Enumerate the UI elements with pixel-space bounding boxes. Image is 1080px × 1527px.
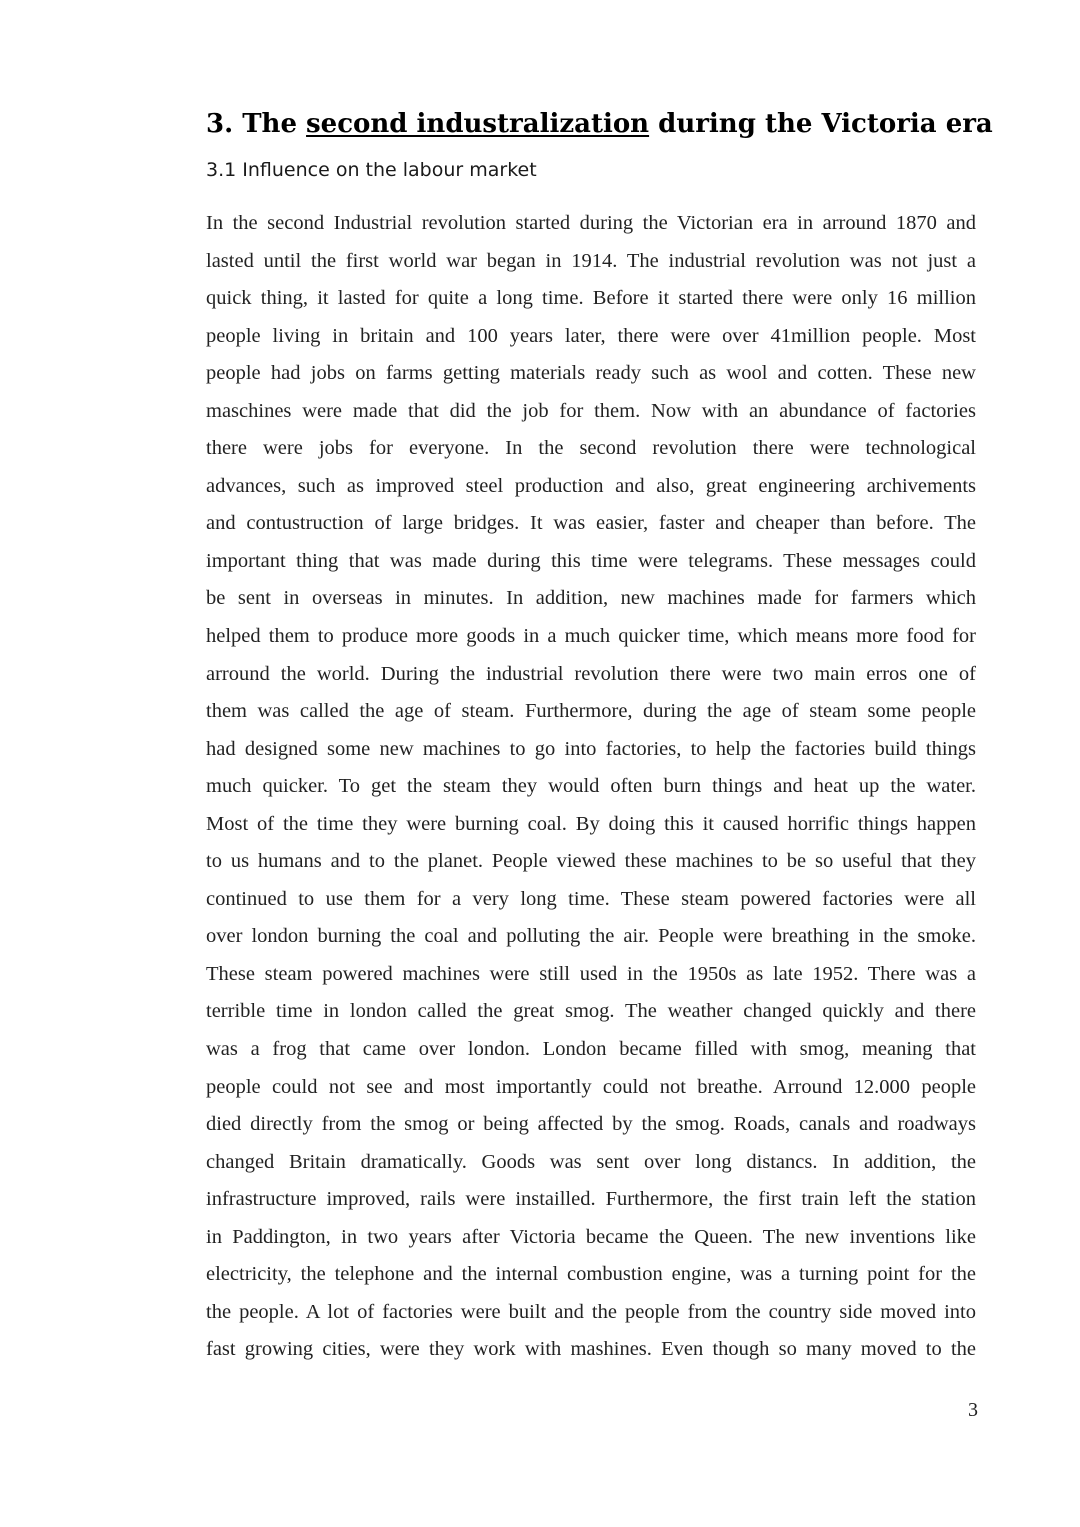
paragraph-line: important thing that was made during this time were telegrams. These messages could (206, 549, 976, 572)
paragraph-line: arround the world. During the industrial revolution there were two main erros one of (206, 662, 976, 685)
paragraph-line: electricity, the telephone and the internal combustion engine, was a turning point for the (206, 1263, 976, 1286)
page-number: 3 (968, 1399, 978, 1421)
paragraph-line: In the second Industrial revolution started during the Victorian era in arround 1870 and (206, 212, 976, 234)
section-heading (206, 104, 993, 144)
paragraph-line: advances, such as improved steel production and also, great engineering archivements (206, 474, 976, 497)
paragraph-line: was a frog that came over london. London became filled with smog, meaning that (206, 1038, 976, 1061)
paragraph-line: over london burning the coal and polluting the air. People were breathing in the smoke. (206, 925, 976, 948)
paragraph-line: and contustruction of large bridges. It was easier, faster and cheaper than before. The (206, 512, 976, 535)
paragraph-line: people could not see and most importantly could not breathe. Arround 12.000 people (206, 1075, 976, 1098)
section-subheading: 3.1 Influence on the labour market (206, 159, 537, 181)
paragraph-line: be sent in overseas in minutes. In addition, new machines made for farmers which (206, 587, 976, 610)
paragraph-line: them was called the age of steam. Furthermore, during the age of steam some people (206, 700, 976, 723)
paragraph-line: in Paddington, in two years after Victoria became the Queen. The new inventions like (206, 1225, 976, 1248)
paragraph-line: quick thing, it lasted for quite a long time. Before it started there were only 16 million (206, 287, 976, 310)
paragraph-line: helped them to produce more goods in a much quicker time, which means more food for (206, 625, 976, 648)
paragraph-line: people had jobs on farms getting materials ready such as wool and cotten. These new (206, 362, 976, 385)
paragraph-line: to us humans and to the planet. People viewed these machines to be so useful that they (206, 850, 976, 873)
body-paragraph (206, 205, 976, 1369)
paragraph-line: continued to use them for a very long time. These steam powered factories were all (206, 887, 976, 910)
paragraph-line: the people. A lot of factories were built and the people from the country side moved into (206, 1300, 976, 1323)
heading-suffix: during the Victoria era (649, 109, 993, 139)
heading-underlined-term: second industralization (306, 109, 650, 139)
paragraph-line: maschines were made that did the job for them. Now with an abundance of factories (206, 399, 976, 422)
paragraph-line: people living in britain and 100 years later, there were over 41million people. Most (206, 324, 976, 347)
paragraph-line: These steam powered machines were still used in the 1950s as late 1952. There was a (206, 962, 976, 985)
paragraph-line: much quicker. To get the steam they would often burn things and heat up the water. (206, 775, 976, 798)
paragraph-line: fast growing cities, were they work with mashines. Even though so many moved to the (206, 1338, 976, 1361)
paragraph-line: had designed some new machines to go into factories, to help the factories build things (206, 737, 976, 760)
paragraph-line: lasted until the first world war began in 1914. The industrial revolution was not just a (206, 249, 976, 272)
paragraph-line: terrible time in london called the great smog. The weather changed quickly and there (206, 1000, 976, 1023)
paragraph-line: infrastructure improved, rails were instailled. Furthermore, the first train left the station (206, 1188, 976, 1211)
paragraph-line: died directly from the smog or being affected by the smog. Roads, canals and roadways (206, 1113, 976, 1136)
paragraph-line: there were jobs for everyone. In the second revolution there were technological (206, 437, 976, 460)
paragraph-line: Most of the time they were burning coal. By doing this it caused horrific things happen (206, 812, 976, 835)
paragraph-line: changed Britain dramatically. Goods was sent over long distancs. In addition, the (206, 1150, 976, 1173)
heading-prefix: 3. The (206, 109, 307, 139)
